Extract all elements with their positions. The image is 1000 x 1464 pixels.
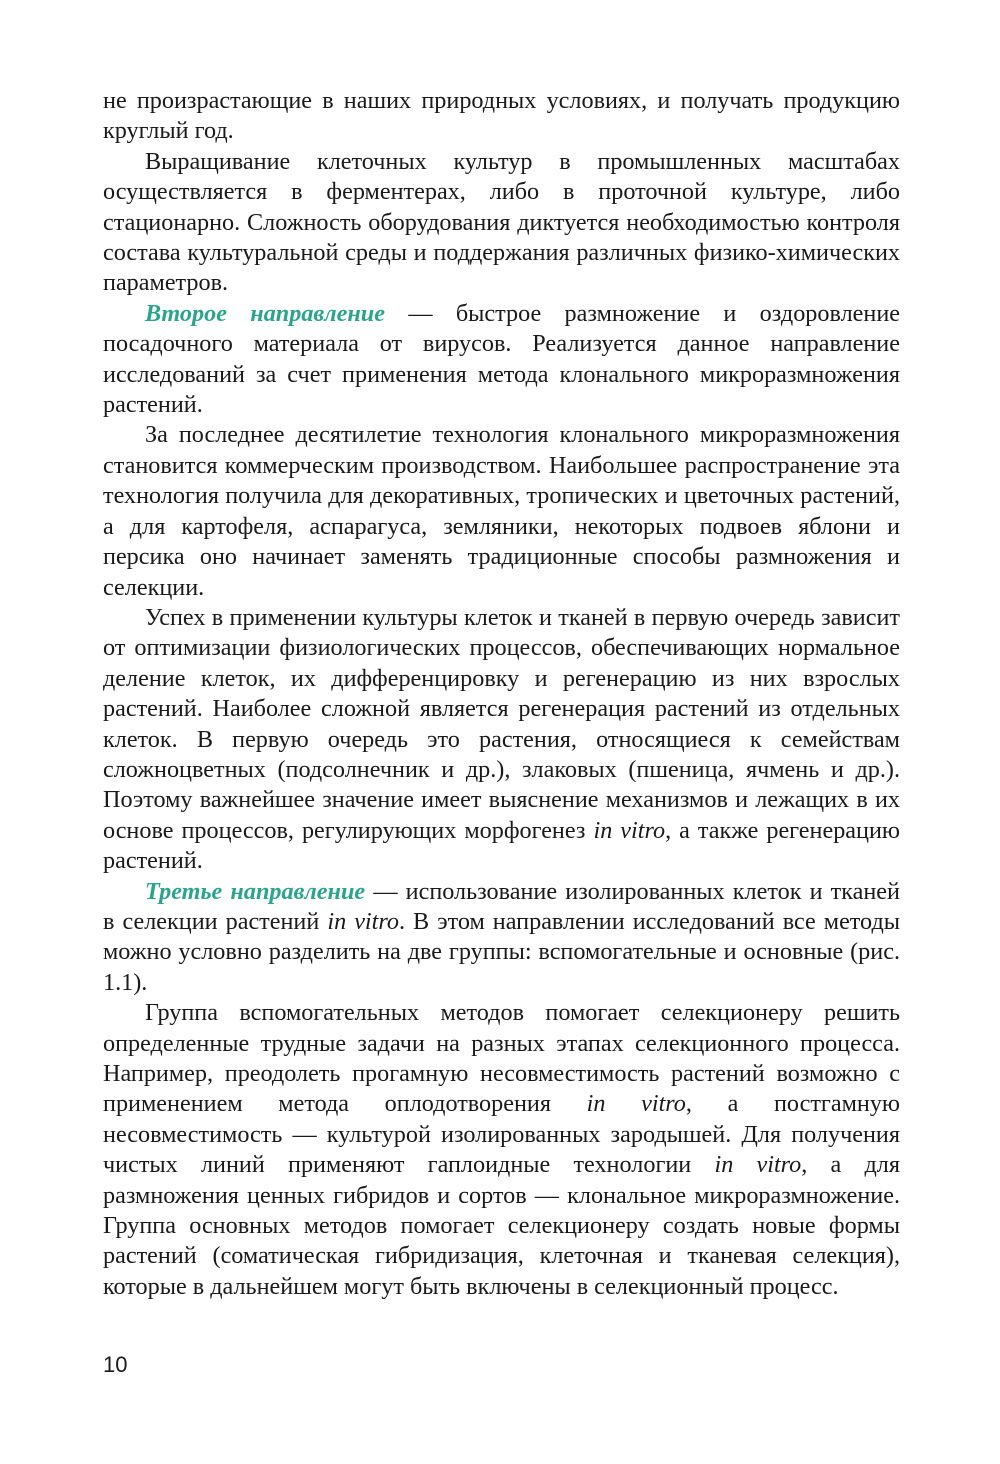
paragraph-text: — использование изолированных клеток и тканей в селекции растений (103, 877, 900, 935)
paragraph-success-factors (103, 603, 900, 877)
paragraph-continued (103, 86, 900, 147)
paragraph-text: . В этом направлении исследований все методы можно условно разделить на две группы: вспомогательные и основные (рис. 1.1). (103, 907, 901, 996)
latin-term: in vitro (593, 816, 666, 844)
third-direction-heading: Третье направление (145, 877, 366, 905)
paragraph-third-direction (103, 877, 900, 999)
paragraph-second-direction (103, 299, 900, 421)
latin-term: in vitro (327, 907, 399, 935)
latin-term: in vitro (714, 1151, 802, 1179)
paragraph-cell-culture-cultivation (103, 147, 900, 299)
paragraph-text: , а постгамную несовместимость — культурой изолированных зародышей. Для получения чистых линий применяют гаплоидные технологии (103, 1090, 900, 1179)
paragraph-auxiliary-methods (103, 998, 900, 1302)
paragraph-text: Группа вспомогательных методов помогает селекционеру решить определенные трудные задачи на разных этапах селекционного процесса. Например, преодолеть прогамную несовместимость растений возможно с применением метода оплодотворения (103, 999, 900, 1118)
paragraph-text: Успех в применении культуры клеток и тканей в первую очередь зависит от оптимизации физиологических процессов, обеспечивающих нормальное деление клеток, их дифференцировку и регенерацию из них взрослых растений. Наиболее сложной является регенерация растений из отдельных клеток. В первую очередь это растения, относящиеся к семействам сложноцветных (подсолнечник и др.), злаковых (пшеница, ячмень и др.). Поэтому важнейшее значение имеет выяснение механизмов и лежащих в их основе процессов, регулирующих морфогенез (103, 603, 900, 844)
paragraph-clonal-micropropagation (103, 420, 900, 602)
paragraph-text: , а также регенерацию растений. (103, 816, 900, 875)
second-direction-heading: Второе направление (145, 299, 385, 327)
page-body (103, 86, 900, 1302)
paragraph-text: За последнее десятилетие технология клонального микроразмножения становится коммерческим производством. Наибольшее распространение эта технология получила для декоративных, тропических и цветочных растений, а для картофеля, аспарагуса, земляники, некоторых подвоев яблони и персика оно начинает заменять традиционные способы размножения и селекции. (103, 421, 900, 601)
paragraph-text: не произрастающие в наших природных условиях, и получать продукцию круглый год. (103, 87, 900, 145)
paragraph-text: — быстрое размножение и оздоровление посадочного материала от вирусов. Реализуется данное направление исследований за счет применения метода клонального микроразмножения растений. (103, 299, 901, 419)
latin-term: in vitro (586, 1090, 686, 1118)
page-number: 10 (103, 1352, 128, 1377)
paragraph-text: Выращивание клеточных культур в промышленных масштабах осуществляется в ферментерах, либо в проточной культуре, либо стационарно. Сложность оборудования диктуется необходимостью контроля состава культуральной среды и поддержания различных физико-химических параметров. (103, 147, 900, 297)
paragraph-text: , а для размножения ценных гибридов и сортов — клональное микроразмножение. Группа основных методов помогает селекционеру создать новые формы растений (соматическая гибридизация, клеточная и тканевая селекция), которые в дальнейшем могут быть включены в селекционный процесс. (103, 1151, 900, 1300)
